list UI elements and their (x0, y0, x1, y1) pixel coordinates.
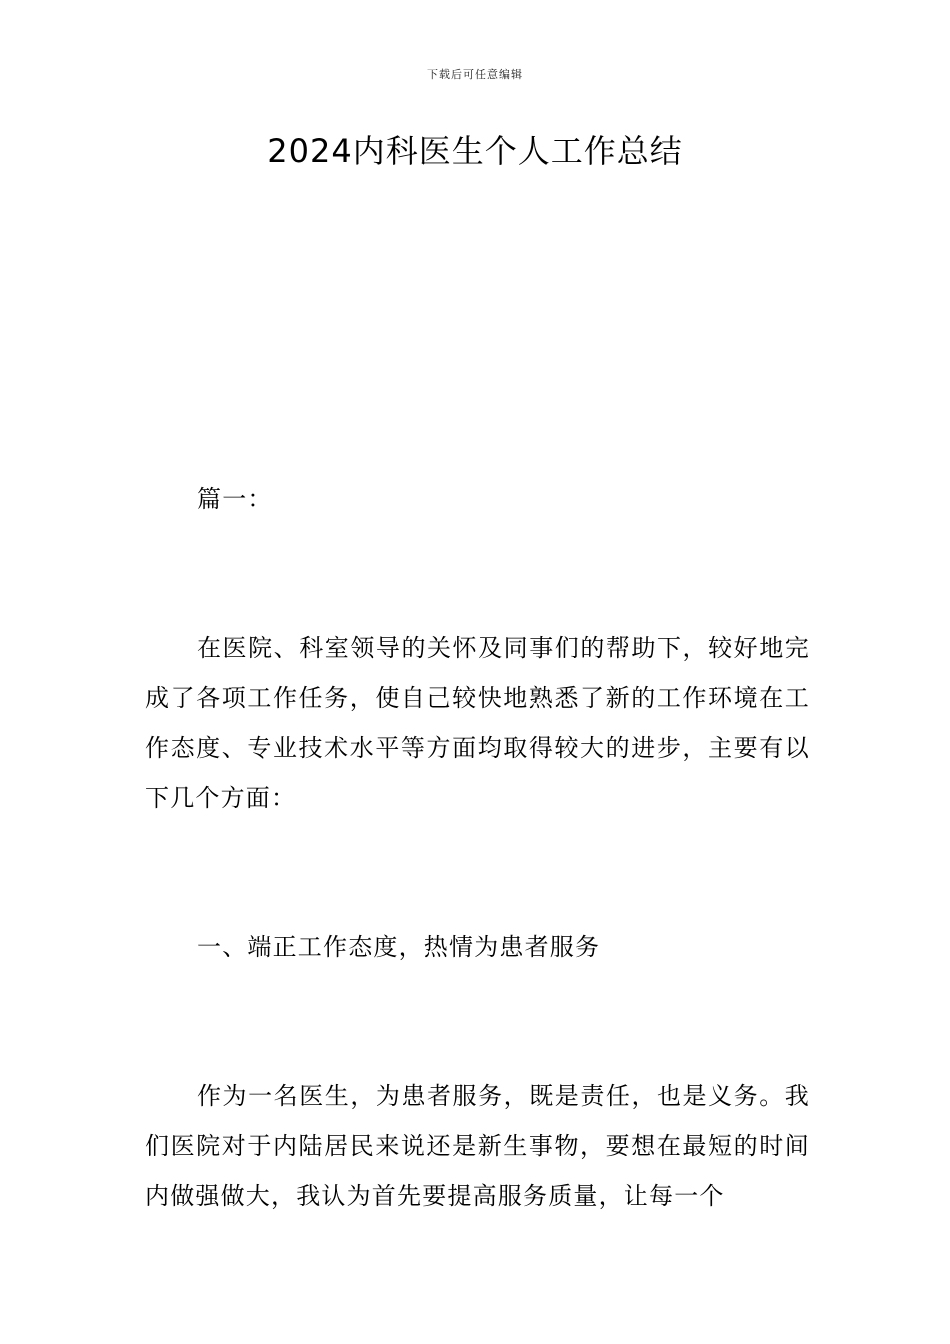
document-title: 2024内科医生个人工作总结 (267, 132, 683, 170)
section-heading: 一、端正工作态度，热情为患者服务 (197, 933, 601, 961)
intro-paragraph: 在医院、科室领导的关怀及同事们的帮助下，较好地完成了各项工作任务，使自己较快地熟悉了新的工作环境在工作态度、专业技术水平等方面均取得较大的进步，主要有以下几个方面： (145, 634, 810, 812)
body-paragraph: 作为一名医生，为患者服务，既是责任，也是义务。我们医院对于内陆居民来说还是新生事物，要想在最短的时间内做强做大，我认为首先要提高服务质量，让每一个 (145, 1082, 810, 1210)
section-label: 篇一： (197, 485, 273, 513)
header-note: 下载后可任意编辑 (427, 68, 523, 81)
